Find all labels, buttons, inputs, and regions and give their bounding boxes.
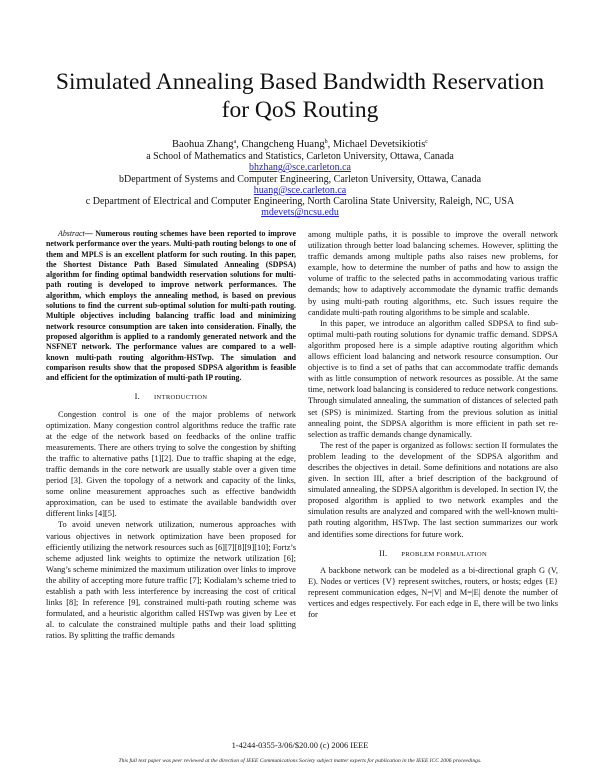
author-names: Baohua Zhang$^a$, Changcheng Huang$^b$, Michael Devetsikiotis$^c$ bbox=[172, 139, 428, 150]
author-email-link[interactable]: bhzhang@sce.carleton.ca bbox=[249, 162, 351, 174]
paragraph: Congestion control is one of the major problems of network optimization. Many congestion control algorithms reduce the traffic rate at the edge of the network based on feedbacks of the online traffic measurements. There are others trying to solve the congestion by shifting the traffic to alternative paths [1][2]. Due to traffic shaping at the edge, traffic demands in the core network are usually stable over a given time period [3]. Given the topology of a network and capacity of the links, some online measurement approaches such as effective bandwidth approximation, can be used to estimate the available bandwidth over different links [4][5]. bbox=[46, 409, 296, 519]
author-name: Michael Devetsikiotis bbox=[332, 139, 426, 150]
right-column bbox=[308, 229, 558, 620]
abstract-label: Abstract bbox=[58, 229, 85, 238]
paragraph: The rest of the paper is organized as follows: section II formulates the problem leading to the development of the SDPSA algorithm and describes the objectives in detail. Some definitions and notations are also given. In section III, after a brief description of the background of simulated annealing, the SDPSA algorithm is developed. In section IV, the proposed algorithm is applied to two network examples and the simulation results are analyzed and compared with the well-known multi-path routing algorithm, HSTwp. The last section summarizes our work and identifies some directions for future work. bbox=[308, 440, 558, 539]
author-block bbox=[40, 139, 560, 219]
footer-copyright: 1-4244-0355-3/06/$20.00 (c) 2006 IEEE bbox=[231, 741, 369, 750]
affiliation: a School of Mathematics and Statistics, Carleton University, Ottawa, Canada bbox=[146, 151, 454, 162]
author-affil-mark: a bbox=[233, 139, 237, 145]
abstract-text: — Numerous routing schemes have been reported to improve network performance over the years. Multi-path routing belongs to one of them and MPLS is an excellent platform for such routing. In this paper, the Shortest Distance Path Based Simulated Annealing (SDPSA) algorithm for finding optimal bandwidth reservation solutions for multi-path routing is developed to improve network performances. The algorithm, which employs the annealing method, is based on previous solutions to find the current sub-optimal solution for multi-path routing. Multiple objectives including balancing traffic load and minimizing network resource consumption are taken into consideration. Finally, the proposed algorithm is applied to a randomly generated network and the NSFNET network. The performance values are compared to a well-known multi-path routing algorithm-HSTwp. The simulation and comparison results show that the proposed SDPSA algorithm is feasible and efficient for the optimization of multi-path IP routing. bbox=[46, 229, 296, 383]
author-name: Changcheng Huang bbox=[241, 139, 325, 150]
paper-title: Simulated Annealing Based Bandwidth Reservation for QoS Routing bbox=[55, 69, 545, 123]
paragraph: To avoid uneven network utilization, numerous approaches with various objectives in network optimization have been proposed for efficiently utilizing the network resources such as [6][7][8][9][10]; Fortz’s scheme adjusted link weights to optimize the network utilization [6]; Wang’s scheme minimized the maximum utilization over links to improve the ability of accepting more future traffic [7]; Kodialam’s scheme tried to establish a path with less interference by increasing the cost of critical links [8]; In reference [9], constrained multi-path routing scheme was formulated, and a heuristic algorithm called HSTwp was given by Lee et al. to calculate the constrained multiple paths and their load splitting ratios. By splitting the traffic demands bbox=[46, 520, 296, 641]
affiliation: c Department of Electrical and Computer Engineering, North Carolina State University, Raleigh, NC, USA bbox=[85, 196, 515, 208]
author-email-link[interactable]: mdevets@ncsu.edu bbox=[261, 207, 339, 219]
section-heading-introduction: I. INTRODUCTION bbox=[134, 392, 208, 402]
paragraph: In this paper, we introduce an algorithm called SDPSA to find sub-optimal multi-path routing solutions for dynamic traffic demand. SDPSA algorithm proposed here is a simple adaptive routing algorithm which allows efficient load balancing and network resource consumption. Our objective is to find a set of paths that can accommodate traffic demands with as little consumption of network resources as possible. At the same time, network load balancing is considered to reduce network congestions. Through simulated annealing, the summation of distances of selected path set (SPS) is minimized. Starting from the previous solution as initial annealing point, the SDPSA algorithm is more efficient in path set re-selection as traffic demands change dynamically. bbox=[308, 318, 559, 439]
affiliation: bDepartment of Systems and Computer Engineering, Carleton University, Ottawa, Canada bbox=[118, 173, 482, 185]
author-affil-mark: c bbox=[425, 139, 428, 145]
paragraph: A backbone network can be modeled as a bi-directional graph G (V, E). Nodes or vertices {V} represent switches, routers, or hosts; edges {E} represent communication edges, N=|V| and M=|E| denote the number of vertices and edges respectively. For each edge in E, there will be two links for bbox=[308, 565, 558, 620]
section-heading-problem-formulation: II. PROBLEM FORMULATION bbox=[378, 548, 488, 558]
abstract bbox=[46, 229, 296, 383]
paragraph: among multiple paths, it is possible to improve the overall network utilization through better load balancing schemes. However, splitting the traffic demands among multiple paths also raises new problems, for example, how to determine the number of paths and how to assign the volume of traffic to the selected paths in accommodating various traffic demands; how to adaptively accommodate the dynamic traffic demands by using multi-path routing algorithms, etc. Such issues require the candidate multi-path routing algorithms to be simple and scalable. bbox=[308, 230, 558, 317]
footer-review-note: This full text paper was peer reviewed at the direction of IEEE Communications Society subject matter experts for publication in the IEEE ICC 2006 proceedings. bbox=[118, 758, 482, 764]
author-email-link[interactable]: huang@sce.carleton.ca bbox=[253, 184, 347, 196]
author-affil-mark: b bbox=[324, 139, 328, 145]
left-column bbox=[46, 229, 296, 642]
author-name: Baohua Zhang bbox=[172, 139, 234, 150]
